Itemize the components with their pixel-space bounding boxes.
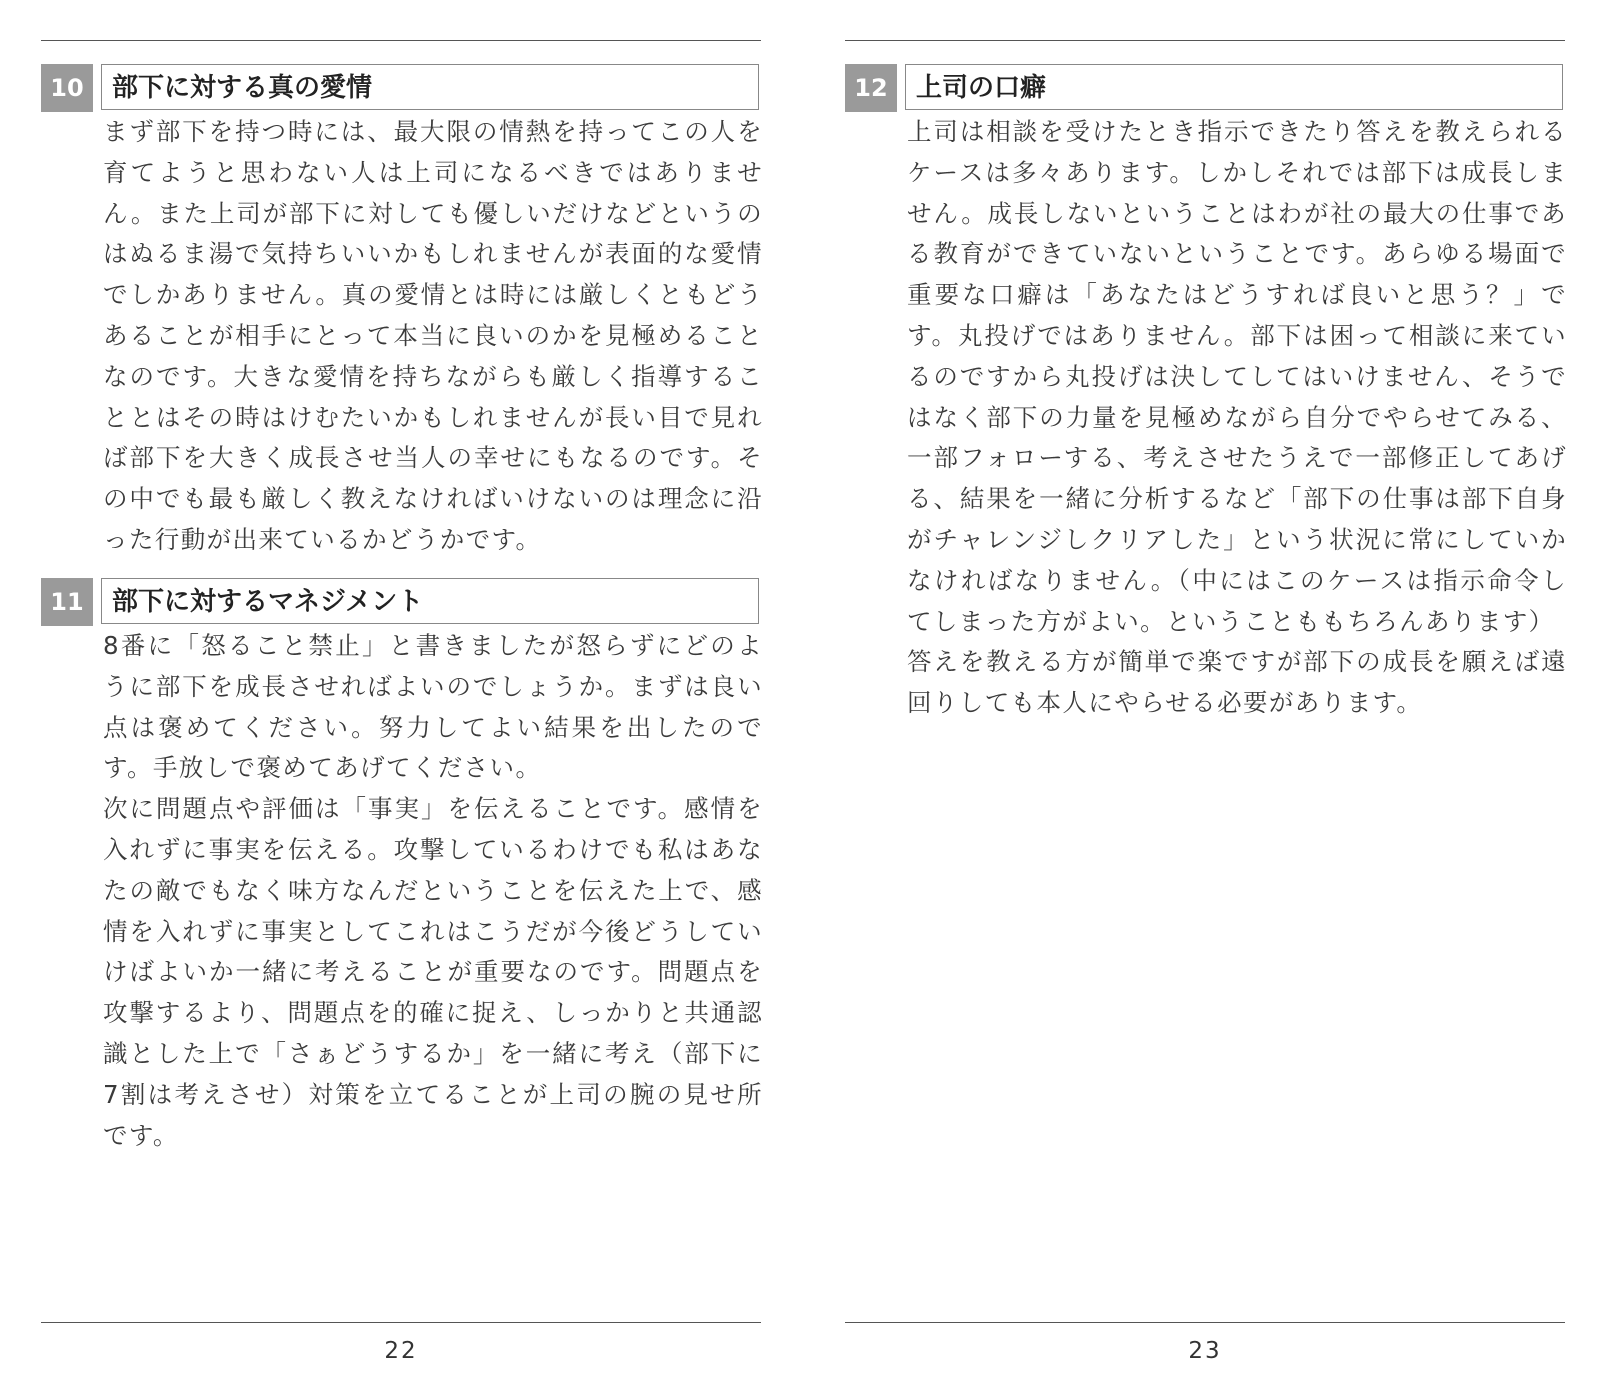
section-number-badge: 10: [41, 64, 93, 112]
body-paragraph: まず部下を持つ時には、最大限の情熱を持ってこの人を育てようと思わない人は上司になるべきではありません。また上司が部下に対しても優しいだけなどというのはぬるま湯で気持ちいいかもしれませんが表面的な愛情でしかありません。真の愛情とは時には厳しくともどうあることが相手にとって本当に良いのかを見極めることなのです。大きな愛情を持ちながらも厳しく指導することとはその時はけむたいかもしれませんが長い目で見れば部下を大きく成長させ当人の幸せにもなるのです。その中でも最も厳しく教えなければいけないのは理念に沿った行動が出来ているかどうかです。: [103, 117, 763, 554]
section-title: 上司の口癖: [905, 64, 1563, 110]
section-12: [845, 64, 1565, 724]
body-paragraph: 8番に「怒ること禁止」と書きましたが怒らずにどのように部下を成長させればよいのでしょうか。まずは良い点は褒めてください。努力してよい結果を出したのです。手放しで褒めてあげてください。: [103, 631, 763, 783]
section-header: [41, 578, 761, 626]
left-page: [41, 0, 761, 1400]
body-paragraph: 上司は相談を受けたとき指示できたり答えを教えられるケースは多々あります。しかしそれでは部下は成長しません。成長しないということはわが社の最大の仕事である教育ができていないということです。あらゆる場面で重要な口癖は「あなたはどうすれば良いと思う？」です。丸投げではありません。部下は困って相談に来ているのですから丸投げは決してしてはいけません、そうではなく部下の力量を見極めながら自分でやらせてみる、一部フォローする、考えさせたうえで一部修正してあげる、結果を一緒に分析するなど「部下の仕事は部下自身がチャレンジしクリアした」という状況に常にしていかなければなりません。（中にはこのケースは指示命令してしまった方がよい。ということももちろんあります）: [907, 117, 1567, 636]
page-number: 22: [384, 1338, 418, 1364]
body-paragraph: 答えを教える方が簡単で楽ですが部下の成長を願えば遠回りしても本人にやらせる必要があります。: [907, 647, 1567, 718]
section-number-badge: 12: [845, 64, 897, 112]
right-page: [845, 0, 1565, 1400]
section-10: [41, 64, 761, 561]
section-title: 部下に対する真の愛情: [101, 64, 759, 110]
section-body: [103, 112, 763, 561]
top-rule: [41, 40, 761, 41]
section-body: [907, 112, 1567, 724]
body-paragraph: 次に問題点や評価は「事実」を伝えることです。感情を入れずに事実を伝える。攻撃しているわけでも私はあなたの敵でもなく味方なんだということを伝えた上で、感情を入れずに事実としてこれはこうだが今後どうしていけばよいか一緒に考えることが重要なのです。問題点を攻撃するより、問題点を的確に捉え、しっかりと共通認識とした上で「さぁどうするか」を一緒に考え（部下に7割は考えさせ）対策を立てることが上司の腕の見せ所です。: [103, 794, 763, 1150]
section-body: [103, 626, 763, 1156]
section-11: [41, 578, 761, 1156]
bottom-rule: [41, 1322, 761, 1323]
page-number: 23: [1188, 1338, 1222, 1364]
top-rule: [845, 40, 1565, 41]
bottom-rule: [845, 1322, 1565, 1323]
section-title: 部下に対するマネジメント: [101, 578, 759, 624]
section-header: [845, 64, 1565, 112]
section-header: [41, 64, 761, 112]
section-number-badge: 11: [41, 578, 93, 626]
